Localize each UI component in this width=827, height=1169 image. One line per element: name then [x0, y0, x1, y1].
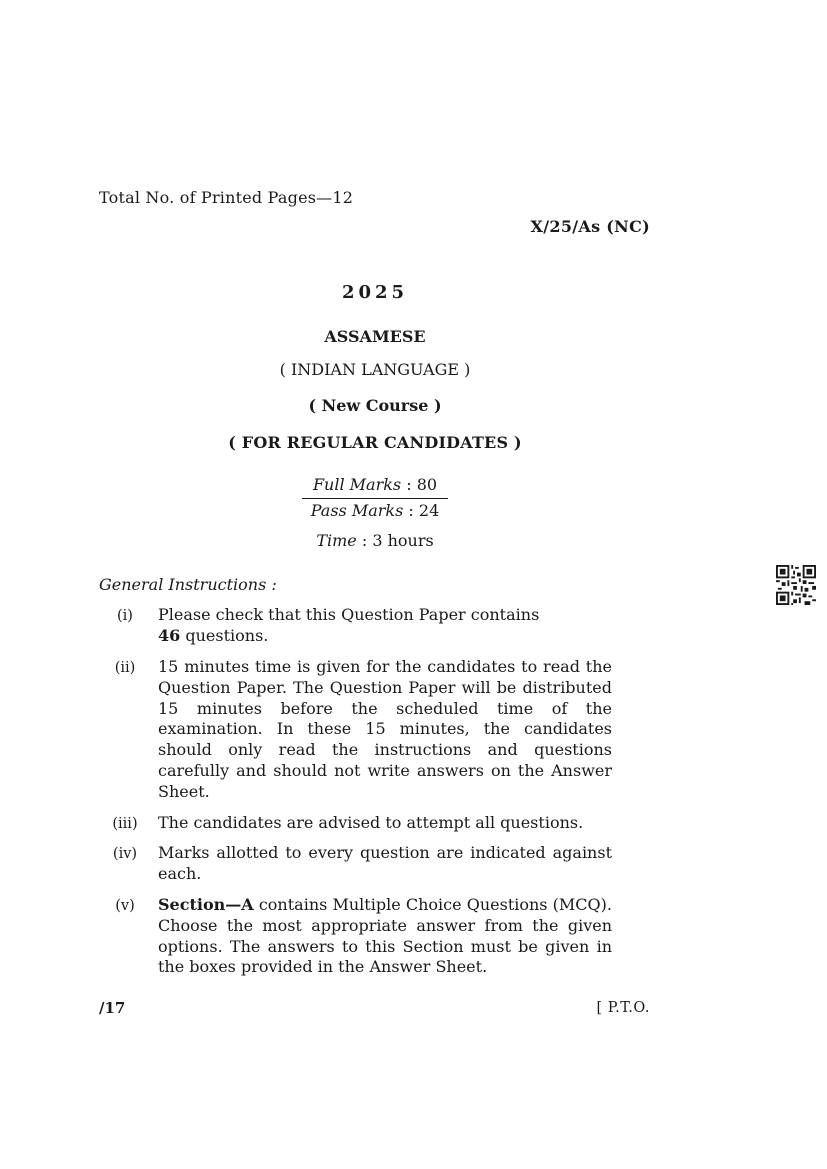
section-label: Section—A	[158, 895, 254, 914]
instruction-item	[105, 657, 612, 803]
exam-year: 2025	[341, 282, 409, 303]
instruction-number: (v)	[115, 898, 135, 914]
paper-code: X/25/As (NC)	[530, 217, 650, 236]
subject-title: ASSAMESE	[324, 327, 426, 346]
pass-marks-label: Pass Marks	[310, 501, 404, 520]
instruction-text: Marks allotted to every question are indicated against each.	[158, 843, 612, 883]
footer-code: /17	[99, 999, 126, 1017]
candidate-type: ( FOR REGULAR CANDIDATES )	[228, 433, 522, 452]
please-turn-over: [ P.T.O.	[596, 1000, 650, 1016]
instruction-text	[158, 895, 612, 978]
full-marks-separator: :	[401, 475, 417, 494]
instruction-number: (iv)	[112, 846, 138, 862]
marks-divider	[302, 498, 448, 499]
exam-time	[300, 531, 450, 550]
instruction-item	[105, 605, 612, 647]
pass-marks-value: 24	[418, 501, 440, 520]
instruction-text	[158, 605, 612, 647]
full-marks-label: Full Marks	[312, 475, 402, 494]
pass-marks-separator: :	[403, 501, 419, 520]
instruction-text-part: Please check that this Question Paper contains	[158, 605, 540, 624]
subject-category: ( INDIAN LANGUAGE )	[279, 360, 471, 379]
qr-code-icon	[776, 565, 816, 605]
marks-box	[302, 474, 448, 524]
time-value: 3 hours	[372, 531, 434, 550]
instruction-text: 15 minutes time is given for the candidates to read the Question Paper. The Question Paper will be distributed 15 minutes before the scheduled time of the examination. In these 15 minutes, the candidates should only read the instructions and questions carefully and should not write answers on the Answer Sheet.	[158, 657, 612, 801]
instruction-text-part: questions.	[180, 625, 269, 645]
course-type: ( New Course )	[308, 396, 442, 415]
question-count: 46	[158, 625, 181, 645]
full-marks-row	[302, 474, 448, 498]
instruction-item	[105, 813, 612, 834]
general-instructions-heading: General Instructions :	[99, 575, 277, 594]
instruction-item	[105, 895, 612, 978]
instruction-number: (iii)	[112, 816, 138, 832]
instruction-text: The candidates are advised to attempt all questions.	[158, 813, 584, 832]
instruction-number: (ii)	[114, 660, 136, 676]
time-separator: :	[356, 531, 373, 550]
instruction-number: (i)	[117, 608, 133, 624]
full-marks-value: 80	[416, 475, 438, 494]
time-label: Time	[316, 531, 357, 550]
total-printed-pages: Total No. of Printed Pages—12	[99, 188, 354, 207]
instruction-text-part: contains Multiple Choice Questions (MCQ). Choose the most appropriate answer from the given options. The answers to this Section must be given in the boxes provided in the Answer Sheet.	[158, 895, 612, 977]
instruction-item	[105, 843, 612, 885]
pass-marks-row	[302, 500, 448, 524]
